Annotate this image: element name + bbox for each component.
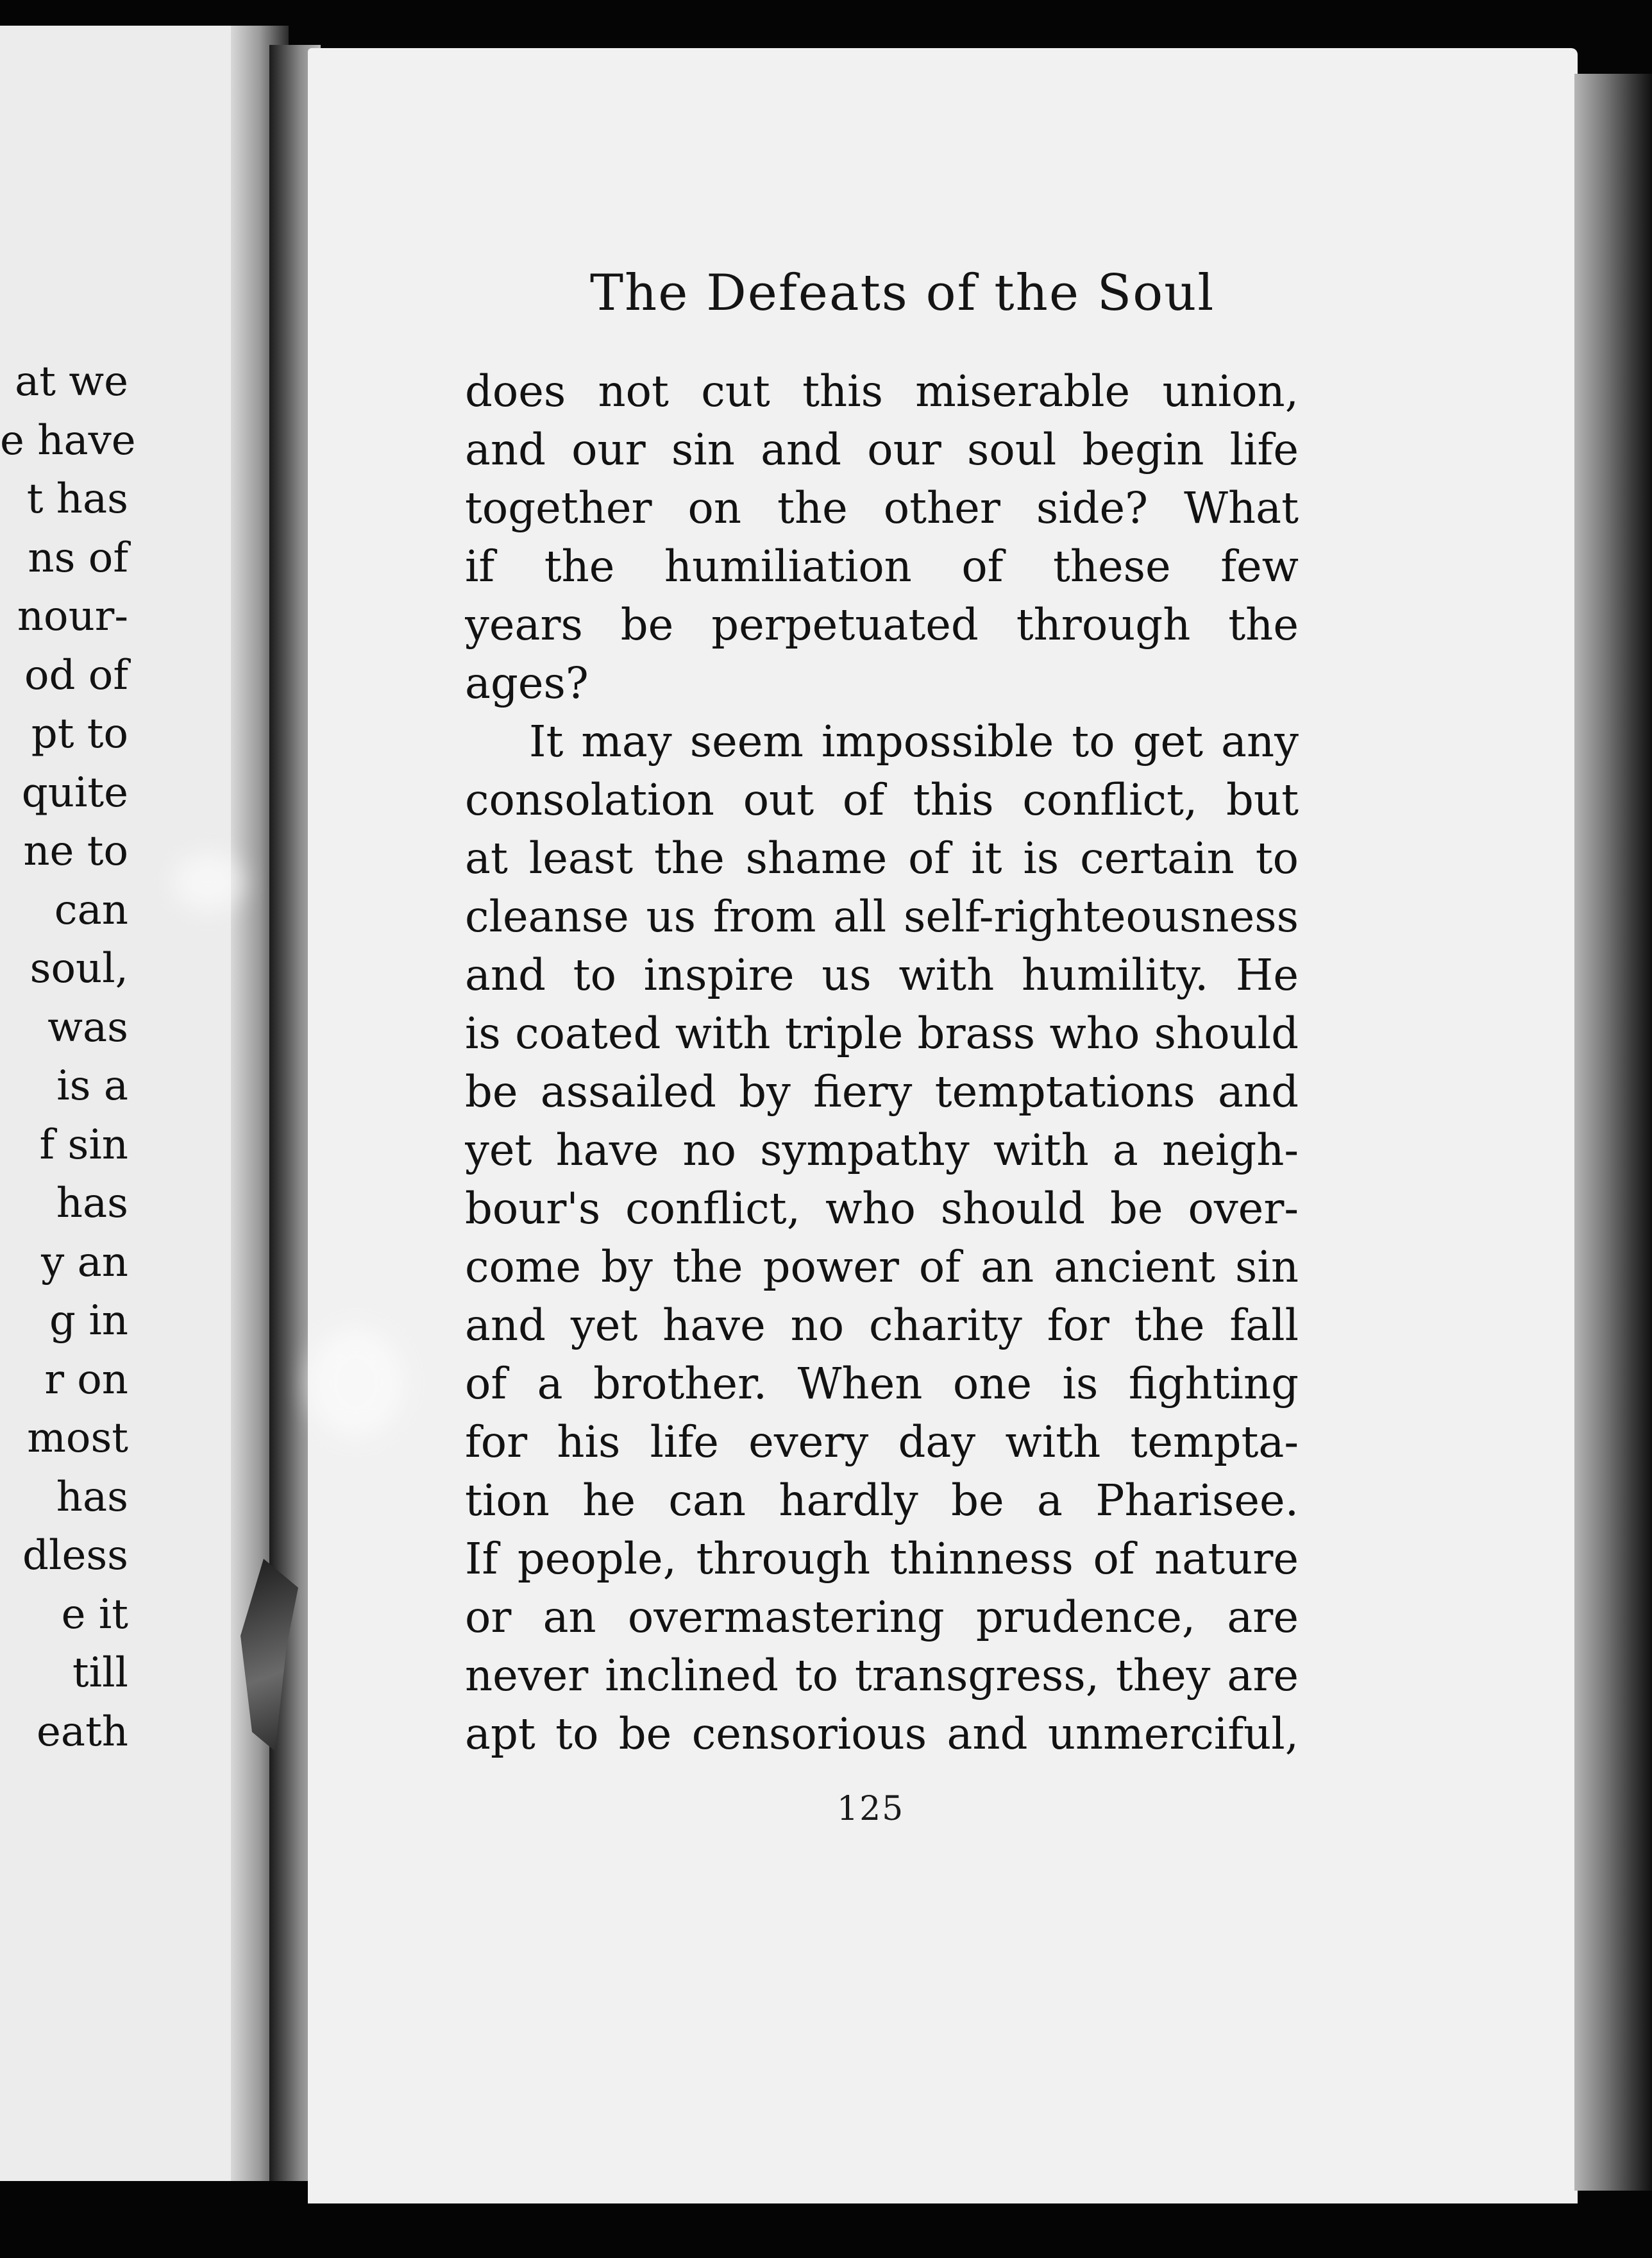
left-page-line: t has xyxy=(26,475,128,523)
text-line: tion he can hardly be a Pharisee. xyxy=(465,1475,1299,1525)
left-page-line: od of xyxy=(24,651,128,699)
text-line: If people, through thinness of nature xyxy=(465,1534,1299,1584)
left-page-line: r on xyxy=(44,1355,128,1404)
left-page-line: quite xyxy=(21,768,128,817)
page-number: 125 xyxy=(837,1790,905,1828)
text-line: does not cut this miserable union, xyxy=(465,366,1299,416)
left-page-line: e it xyxy=(61,1590,128,1638)
left-page-line: dless xyxy=(22,1532,128,1579)
left-page-line: soul, xyxy=(30,945,128,992)
text-line: and yet have no charity for the fall xyxy=(465,1300,1299,1350)
left-page-line: is a xyxy=(56,1062,128,1110)
left-page-line: f sin xyxy=(39,1121,128,1169)
text-line: if the humiliation of these few xyxy=(465,541,1299,591)
left-page-line: has xyxy=(56,1180,128,1227)
text-line: is coated with triple brass who should xyxy=(465,1008,1299,1058)
left-page-line: can xyxy=(54,886,128,934)
text-line: ages? xyxy=(465,658,589,708)
left-page-line: at we xyxy=(15,358,128,405)
text-line: consolation out of this conflict, but xyxy=(465,775,1299,825)
scan-blemish xyxy=(173,853,244,911)
left-page-line: e have xyxy=(0,416,136,464)
left-page-line: y an xyxy=(41,1238,128,1286)
left-page-line: eath xyxy=(37,1708,128,1756)
left-page-line: nour- xyxy=(17,593,128,640)
text-line: yet have no sympathy with a neigh- xyxy=(465,1125,1299,1175)
text-line: cleanse us from all self-righteousness xyxy=(465,892,1299,942)
left-page-line: was xyxy=(47,1003,128,1051)
left-page-line: till xyxy=(72,1649,128,1697)
scan-blemish xyxy=(308,1328,404,1437)
left-page-line: ns of xyxy=(28,534,128,582)
text-line: at least the shame of it is certain to xyxy=(465,833,1299,883)
text-line: never inclined to transgress, they are xyxy=(465,1651,1299,1701)
text-line: apt to be censorious and unmerciful, xyxy=(465,1709,1299,1759)
text-line: come by the power of an ancient sin xyxy=(465,1242,1299,1292)
text-line: of a brother. When one is fighting xyxy=(465,1359,1299,1409)
text-line: and to inspire us with humility. He xyxy=(465,950,1299,1000)
text-line: or an overmastering prudence, are xyxy=(465,1592,1299,1642)
left-page-line: ne to xyxy=(23,828,128,875)
left-page-line: most xyxy=(27,1414,128,1462)
page-body-text xyxy=(465,362,1299,1763)
text-line: years be perpetuated through the xyxy=(465,600,1299,650)
left-page-line: pt to xyxy=(31,710,128,758)
page-edge xyxy=(1574,74,1652,2191)
left-page-line: g in xyxy=(49,1297,128,1345)
text-line: and our sin and our soul begin life xyxy=(465,425,1299,475)
left-page-line: has xyxy=(56,1473,128,1521)
text-line: together on the other side? What xyxy=(465,483,1299,533)
running-head: The Defeats of the Soul xyxy=(590,264,1215,322)
text-line: bour's conflict, who should be over- xyxy=(465,1184,1299,1234)
text-line: It may seem impossible to get any xyxy=(529,717,1299,767)
text-line: for his life every day with tempta- xyxy=(465,1417,1299,1467)
text-line: be assailed by fiery temptations and xyxy=(465,1067,1299,1117)
